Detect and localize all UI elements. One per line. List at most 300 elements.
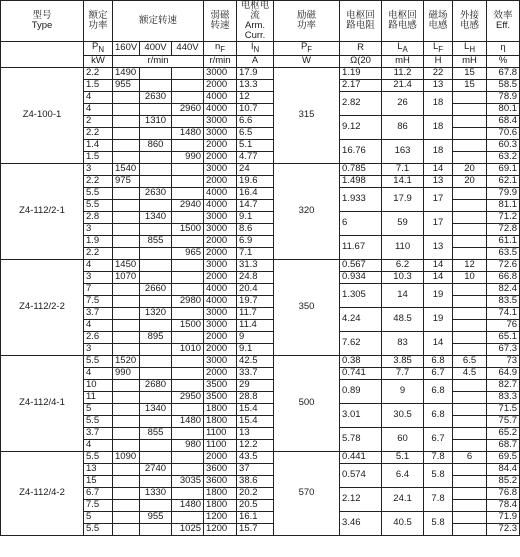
efficiency-cell: 71.9 [487,511,520,523]
efficiency-cell: 85.2 [487,475,520,487]
armature-inductance-cell: 163 [382,139,424,163]
armature-inductance-cell: 40.5 [382,511,424,535]
excitation-power-cell: 500 [274,355,340,451]
unit-rmin: r/min [204,55,237,67]
field-speed-cell: 1100 [204,439,237,451]
armature-resistance-cell: 0.441 [340,451,382,463]
field-speed-cell: 4000 [204,91,237,103]
header-armature-current: 电枢电 流 Arm. Curr. [237,1,274,42]
speed-400v-cell [140,523,172,535]
speed-400v-cell: 1310 [140,115,172,127]
speed-400v-cell [140,499,172,511]
efficiency-cell: 72.8 [487,223,520,235]
header-field-weakening-speed: 弱磁 转速 [204,1,237,42]
armature-current-cell: 11.7 [237,307,274,319]
speed-440v-cell [172,283,204,295]
speed-160v-cell [113,139,140,151]
speed-160v-cell [113,187,140,199]
speed-440v-cell [172,79,204,91]
armature-inductance-cell: 14 [382,283,424,307]
header-field-inductance: 磁场 电感 [424,1,453,42]
field-speed-cell: 2000 [204,331,237,343]
external-inductance-cell [453,235,487,247]
speed-440v-cell: 1500 [172,319,204,331]
speed-160v-cell [113,343,140,355]
header-symbol-lf: $L_F$ [424,42,453,56]
armature-inductance-cell: 17.9 [382,187,424,211]
rated-power-cell: 10 [84,379,113,391]
armature-current-cell: 8.6 [237,223,274,235]
unit-ohm: Ω(20 [340,55,382,67]
rated-power-cell: 1.5 [84,151,113,163]
speed-160v-cell: 1540 [113,163,140,175]
external-inductance-cell [453,283,487,295]
header-symbol-pf: $P_F$ [274,42,340,56]
efficiency-cell: 62.1 [487,175,520,187]
armature-current-cell: 24.8 [237,271,274,283]
field-speed-cell: 2000 [204,235,237,247]
armature-resistance-cell: 3.46 [340,511,382,535]
field-speed-cell: 1800 [204,499,237,511]
unit-rpm: r/min [113,55,204,67]
armature-current-cell: 19.6 [237,175,274,187]
field-speed-cell: 3000 [204,307,237,319]
header-symbol-in: $I_N$ [237,42,274,56]
rated-power-cell: 3 [84,271,113,283]
header-armature-inductance: 电枢回 路电感 [382,1,424,42]
armature-inductance-cell: 9 [382,379,424,403]
field-speed-cell: 2000 [204,247,237,259]
speed-440v-cell: 2960 [172,103,204,115]
armature-current-cell: 28.8 [237,391,274,403]
field-speed-cell: 2000 [204,367,237,379]
field-speed-cell: 1200 [204,511,237,523]
speed-440v-cell [172,91,204,103]
external-inductance-cell [453,343,487,355]
rated-power-cell: 7.5 [84,295,113,307]
efficiency-cell: 67.8 [487,67,520,79]
armature-current-cell: 20.5 [237,499,274,511]
armature-inductance-cell: 7.7 [382,367,424,379]
armature-resistance-cell: 3.01 [340,403,382,427]
field-speed-cell: 3000 [204,211,237,223]
header-symbol-eta: η [487,42,520,56]
efficiency-cell: 58.5 [487,79,520,91]
header-excitation-power: 励磁 功率 [274,1,340,42]
armature-current-cell: 15.4 [237,415,274,427]
armature-inductance-cell: 60 [382,427,424,451]
rated-power-cell: 5.5 [84,451,113,463]
speed-440v-cell [172,139,204,151]
speed-400v-cell: 2630 [140,187,172,199]
speed-400v-cell [140,103,172,115]
rated-power-cell: 4 [84,91,113,103]
field-inductance-cell: 13 [424,235,453,259]
speed-160v-cell: 955 [113,79,140,91]
armature-resistance-cell: 0.934 [340,271,382,283]
armature-current-cell: 14.7 [237,199,274,211]
rated-power-cell: 3 [84,163,113,175]
speed-440v-cell: 3035 [172,475,204,487]
armature-resistance-cell: 9.12 [340,115,382,139]
external-inductance-cell: 6 [453,451,487,463]
rated-power-cell: 2.8 [84,211,113,223]
efficiency-cell: 66.8 [487,271,520,283]
rated-power-cell: 1.9 [84,235,113,247]
speed-440v-cell [172,451,204,463]
speed-400v-cell [140,439,172,451]
speed-160v-cell [113,151,140,163]
speed-400v-cell [140,475,172,487]
speed-400v-cell [140,163,172,175]
speed-160v-cell: 975 [113,175,140,187]
rated-power-cell: 2.6 [84,331,113,343]
armature-current-cell: 42.5 [237,355,274,367]
speed-400v-cell [140,271,172,283]
speed-440v-cell: 1010 [172,343,204,355]
speed-160v-cell [113,331,140,343]
speed-160v-cell [113,199,140,211]
armature-resistance-cell: 11.67 [340,235,382,259]
speed-440v-cell [172,115,204,127]
speed-400v-cell [140,295,172,307]
armature-resistance-cell: 2.82 [340,91,382,115]
field-speed-cell: 3000 [204,127,237,139]
armature-current-cell: 16.1 [237,511,274,523]
rated-power-cell: 3.7 [84,427,113,439]
field-speed-cell: 3000 [204,67,237,79]
header-symbol-la: $L_A$ [382,42,424,56]
armature-current-cell: 6.5 [237,127,274,139]
field-inductance-cell: 6.8 [424,403,453,427]
armature-current-cell: 24 [237,163,274,175]
field-inductance-cell: 6.8 [424,379,453,403]
speed-440v-cell: 2950 [172,391,204,403]
efficiency-cell: 81.1 [487,199,520,211]
speed-400v-cell [140,199,172,211]
armature-resistance-cell: 0.785 [340,163,382,175]
armature-current-cell: 9.1 [237,211,274,223]
field-inductance-cell: 19 [424,283,453,307]
rated-power-cell: 5.5 [84,415,113,427]
speed-160v-cell [113,487,140,499]
header-efficiency: 效率 Eff. [487,1,520,42]
speed-440v-cell [172,463,204,475]
speed-440v-cell [172,487,204,499]
field-speed-cell: 3000 [204,115,237,127]
speed-400v-cell: 2740 [140,463,172,475]
field-speed-cell: 4000 [204,283,237,295]
armature-resistance-cell: 2.17 [340,79,382,91]
efficiency-cell: 71.5 [487,403,520,415]
rated-power-cell: 13 [84,463,113,475]
efficiency-cell: 61.1 [487,235,520,247]
armature-current-cell: 29 [237,379,274,391]
field-speed-cell: 1100 [204,427,237,439]
armature-resistance-cell: 0.89 [340,379,382,403]
external-inductance-cell [453,187,487,199]
field-speed-cell: 1200 [204,523,237,535]
armature-current-cell: 19.7 [237,295,274,307]
efficiency-cell: 80.1 [487,103,520,115]
field-speed-cell: 3500 [204,379,237,391]
speed-400v-cell [140,367,172,379]
efficiency-cell: 63.2 [487,151,520,163]
field-speed-cell: 2000 [204,451,237,463]
external-inductance-cell [453,511,487,523]
efficiency-cell: 79.9 [487,187,520,199]
external-inductance-cell [453,307,487,319]
external-inductance-cell [453,475,487,487]
external-inductance-cell [453,103,487,115]
speed-160v-cell [113,523,140,535]
field-speed-cell: 2000 [204,271,237,283]
speed-400v-cell: 1340 [140,403,172,415]
armature-inductance-cell: 30.5 [382,403,424,427]
field-speed-cell: 3000 [204,223,237,235]
rated-power-cell: 2.2 [84,67,113,79]
header-armature-resistance: 电枢回 路电阻 [340,1,382,42]
speed-400v-cell [140,415,172,427]
speed-400v-cell: 1330 [140,487,172,499]
armature-current-cell: 31.3 [237,259,274,271]
external-inductance-cell [453,523,487,535]
armature-current-cell: 9 [237,331,274,343]
armature-current-cell: 20.4 [237,283,274,295]
speed-160v-cell [113,247,140,259]
field-inductance-cell: 13 [424,175,453,187]
armature-current-cell: 7.1 [237,247,274,259]
external-inductance-cell [453,199,487,211]
speed-400v-cell: 955 [140,511,172,523]
excitation-power-cell: 350 [274,259,340,355]
field-inductance-cell: 18 [424,91,453,115]
speed-400v-cell [140,151,172,163]
rated-power-cell: 5.5 [84,355,113,367]
armature-current-cell: 33.7 [237,367,274,379]
excitation-power-cell: 570 [274,451,340,535]
rated-power-cell: 11 [84,391,113,403]
rated-power-cell: 5 [84,511,113,523]
rated-power-cell: 7.5 [84,499,113,511]
speed-400v-cell: 2630 [140,91,172,103]
speed-440v-cell: 1025 [172,523,204,535]
speed-400v-cell: 2660 [140,283,172,295]
speed-400v-cell: 895 [140,331,172,343]
rated-power-cell: 4 [84,439,113,451]
armature-resistance-cell: 6 [340,211,382,235]
field-inductance-cell: 5.8 [424,511,453,535]
external-inductance-cell: 20 [453,163,487,175]
speed-440v-cell: 2940 [172,199,204,211]
armature-resistance-cell: 0.741 [340,367,382,379]
header-voltage-400: 400V [140,42,172,56]
speed-160v-cell [113,211,140,223]
header-symbol-lh: $L_H$ [453,42,487,56]
rated-power-cell: 4 [84,103,113,115]
armature-inductance-cell: 21.4 [382,79,424,91]
header-voltage-440: 440V [172,42,204,56]
efficiency-cell: 65.1 [487,331,520,343]
external-inductance-cell: 4.5 [453,367,487,379]
external-inductance-cell [453,415,487,427]
armature-resistance-cell: 0.574 [340,463,382,487]
rated-power-cell: 4 [84,367,113,379]
unit-kw: kW [84,55,113,67]
speed-160v-cell [113,439,140,451]
speed-160v-cell [113,307,140,319]
armature-current-cell: 16.4 [237,187,274,199]
field-speed-cell: 4000 [204,103,237,115]
field-inductance-cell: 14 [424,271,453,283]
speed-440v-cell: 1480 [172,415,204,427]
external-inductance-cell [453,463,487,475]
unit-w: W [274,55,340,67]
speed-440v-cell [172,379,204,391]
rated-power-cell: 6.7 [84,487,113,499]
external-inductance-cell [453,247,487,259]
efficiency-cell: 78.9 [487,91,520,103]
speed-400v-cell [140,67,172,79]
armature-resistance-cell: 1.933 [340,187,382,211]
rated-power-cell: 1.4 [84,139,113,151]
speed-440v-cell [172,67,204,79]
armature-inductance-cell: 6.2 [382,259,424,271]
armature-current-cell: 12.2 [237,439,274,451]
armature-current-cell: 20.2 [237,487,274,499]
rated-power-cell: 5.5 [84,187,113,199]
efficiency-cell: 71.2 [487,211,520,223]
rated-power-cell: 3 [84,223,113,235]
armature-current-cell: 6.9 [237,235,274,247]
external-inductance-cell [453,91,487,103]
model-cell: Z4-112/4-2 [1,451,84,535]
external-inductance-cell: 6.5 [453,355,487,367]
speed-400v-cell [140,343,172,355]
field-inductance-cell: 14 [424,331,453,355]
speed-400v-cell [140,451,172,463]
efficiency-cell: 65.2 [487,427,520,439]
field-speed-cell: 3000 [204,163,237,175]
armature-resistance-cell: 1.498 [340,175,382,187]
speed-440v-cell: 1480 [172,127,204,139]
excitation-power-cell: 320 [274,163,340,259]
speed-400v-cell: 2680 [140,379,172,391]
rated-power-cell: 7 [84,283,113,295]
armature-inductance-cell: 83 [382,331,424,355]
speed-160v-cell [113,283,140,295]
rated-power-cell: 15 [84,475,113,487]
speed-160v-cell [113,415,140,427]
armature-inductance-cell: 48.5 [382,307,424,331]
field-inductance-cell: 18 [424,115,453,139]
external-inductance-cell: 15 [453,79,487,91]
armature-current-cell: 13 [237,427,274,439]
speed-440v-cell [172,187,204,199]
external-inductance-cell [453,427,487,439]
external-inductance-cell [453,499,487,511]
external-inductance-cell [453,295,487,307]
armature-inductance-cell: 6.4 [382,463,424,487]
speed-440v-cell [172,163,204,175]
rated-power-cell: 2.2 [84,247,113,259]
speed-160v-cell: 1490 [113,67,140,79]
efficiency-cell: 63.5 [487,247,520,259]
rated-power-cell: 2 [84,115,113,127]
speed-440v-cell [172,367,204,379]
unit-mh: mH [382,55,424,67]
armature-inductance-cell: 3.85 [382,355,424,367]
header-rated-power: 额定 功率 [84,1,113,42]
efficiency-cell: 72.3 [487,523,520,535]
external-inductance-cell [453,403,487,415]
speed-440v-cell [172,355,204,367]
rated-power-cell: 2.2 [84,127,113,139]
armature-inductance-cell: 110 [382,235,424,259]
armature-resistance-cell: 0.38 [340,355,382,367]
field-speed-cell: 2000 [204,343,237,355]
field-inductance-cell: 22 [424,67,453,79]
field-speed-cell: 4000 [204,295,237,307]
efficiency-cell: 76.8 [487,487,520,499]
table-row [1,451,520,463]
external-inductance-cell [453,331,487,343]
external-inductance-cell: 15 [453,67,487,79]
field-inductance-cell: 6.7 [424,367,453,379]
efficiency-cell: 75.7 [487,415,520,427]
speed-160v-cell [113,379,140,391]
external-inductance-cell [453,115,487,127]
speed-440v-cell [172,427,204,439]
armature-resistance-cell: 1.19 [340,67,382,79]
header-voltage-160: 160V [113,42,140,56]
field-inductance-cell: 18 [424,139,453,163]
header-external-inductance: 外接 电感 [453,1,487,42]
speed-440v-cell [172,511,204,523]
rated-power-cell: 5 [84,403,113,415]
field-speed-cell: 3000 [204,355,237,367]
external-inductance-cell [453,211,487,223]
field-inductance-cell: 13 [424,79,453,91]
field-speed-cell: 3000 [204,319,237,331]
speed-400v-cell [140,259,172,271]
armature-resistance-cell: 4.24 [340,307,382,331]
speed-400v-cell: 855 [140,427,172,439]
external-inductance-cell [453,139,487,151]
efficiency-cell: 70.6 [487,127,520,139]
field-inductance-cell: 17 [424,187,453,211]
armature-inductance-cell: 14.1 [382,175,424,187]
armature-current-cell: 17.9 [237,67,274,79]
armature-current-cell: 6.6 [237,115,274,127]
field-speed-cell: 3600 [204,475,237,487]
external-inductance-cell [453,319,487,331]
speed-160v-cell [113,223,140,235]
armature-current-cell: 38.6 [237,475,274,487]
rated-power-cell: 5.5 [84,199,113,211]
armature-resistance-cell: 2.12 [340,487,382,511]
field-speed-cell: 4000 [204,199,237,211]
excitation-power-cell: 315 [274,67,340,163]
field-speed-cell: 2000 [204,175,237,187]
efficiency-cell: 69.1 [487,163,520,175]
header-symbol-pn: $P_N$ [84,42,113,56]
model-cell: Z4-112/2-2 [1,259,84,355]
armature-inductance-cell: 26 [382,91,424,115]
speed-440v-cell [172,235,204,247]
rated-power-cell: 3.7 [84,307,113,319]
rated-power-cell: 4 [84,319,113,331]
